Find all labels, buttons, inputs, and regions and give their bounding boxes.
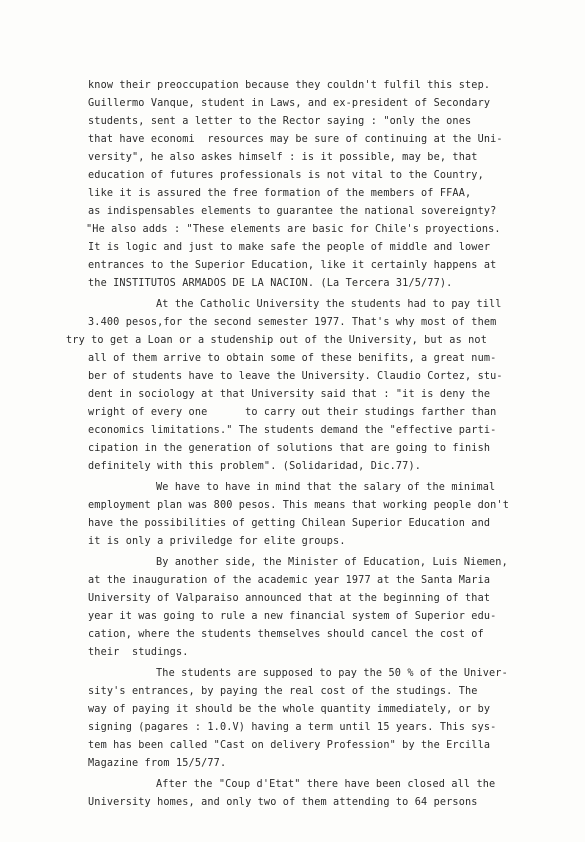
text-line: ber of students have to leave the University. Claudio Cortez, stu- bbox=[88, 371, 503, 382]
text-line: students, sent a letter to the Rector saying : "only the ones bbox=[88, 116, 472, 127]
text-line: try to get a Loan or a studenship out of the University, but as not bbox=[66, 335, 487, 346]
text-line: After the "Coup d'Etat" there have been closed all the bbox=[156, 779, 496, 790]
text-line: By another side, the Minister of Education, Luis Niemen, bbox=[156, 557, 508, 568]
text-line: tem has been called "Cast on delivery Profession" by the Ercilla bbox=[88, 740, 491, 751]
text-line: economics limitations." The students demand the "effective parti- bbox=[88, 425, 497, 436]
text-line: that have economi resources may be sure of continuing at the Uni- bbox=[88, 134, 503, 145]
text-line: Guillermo Vanque, student in Laws, and ex-president of Secondary bbox=[88, 98, 491, 109]
text-line: way of paying it should be the whole quantity immediately, or by bbox=[88, 704, 491, 715]
text-line: 3.400 pesos,for the second semester 1977. That's why most of them bbox=[88, 317, 497, 328]
text-line: their studings. bbox=[88, 647, 189, 658]
text-line: the INSTITUTOS ARMADOS DE LA NACION. (La Tercera 31/5/77). bbox=[88, 278, 453, 289]
text-line: wright of every one to carry out their studings farther than bbox=[88, 407, 497, 418]
text-line: sity's entrances, by paying the real cost of the studings. The bbox=[88, 686, 478, 697]
text-line: It is logic and just to make safe the people of middle and lower bbox=[88, 242, 491, 253]
text-line: We have to have in mind that the salary of the minimal bbox=[156, 482, 496, 493]
text-line: cation, where the students themselves should cancel the cost of bbox=[88, 629, 484, 640]
text-line: employment plan was 800 pesos. This means that working people don't bbox=[88, 500, 509, 511]
text-line: like it is assured the free formation of the members of FFAA, bbox=[88, 188, 472, 199]
text-line: as indispensables elements to guarantee the national sovereignty? bbox=[88, 206, 497, 217]
text-line: versity", he also askes himself : is it possible, may be, that bbox=[88, 152, 478, 163]
text-line: at the inauguration of the academic year 1977 at the Santa Maria bbox=[88, 575, 491, 586]
text-line: all of them arrive to obtain some of these benifits, a great num- bbox=[88, 353, 497, 364]
text-line: year it was going to rule a new financial system of Superior edu- bbox=[88, 611, 497, 622]
text-line: cipation in the generation of solutions that are going to finish bbox=[88, 443, 491, 454]
text-line: dent in sociology at that University said that : "it is deny the bbox=[88, 389, 491, 400]
text-line: definitely with this problem". (Solidaridad, Dic.77). bbox=[88, 461, 422, 472]
text-line: it is only a priviledge for elite groups. bbox=[88, 536, 346, 547]
text-line: entrances to the Superior Education, like it certainly happens at bbox=[88, 260, 497, 271]
text-line: education of futures professionals is not vital to the Country, bbox=[88, 170, 484, 181]
text-line: Magazine from 15/5/77. bbox=[88, 758, 227, 769]
text-line: University of Valparaiso announced that at the beginning of that bbox=[88, 593, 491, 604]
text-line: At the Catholic University the students had to pay till bbox=[156, 299, 502, 310]
text-line: know their preoccupation because they couldn't fulfil this step. bbox=[88, 80, 491, 91]
text-line: have the possibilities of getting Chilean Superior Education and bbox=[88, 518, 491, 529]
text-line: The students are supposed to pay the 50 % of the Univer- bbox=[156, 668, 508, 679]
text-line: University homes, and only two of them attending to 64 persons bbox=[88, 797, 478, 808]
text-line: signing (pagares : 1.0.V) having a term until 15 years. This sys- bbox=[88, 722, 497, 733]
text-line: "He also adds : "These elements are basic for Chile's proyections. bbox=[86, 224, 501, 235]
